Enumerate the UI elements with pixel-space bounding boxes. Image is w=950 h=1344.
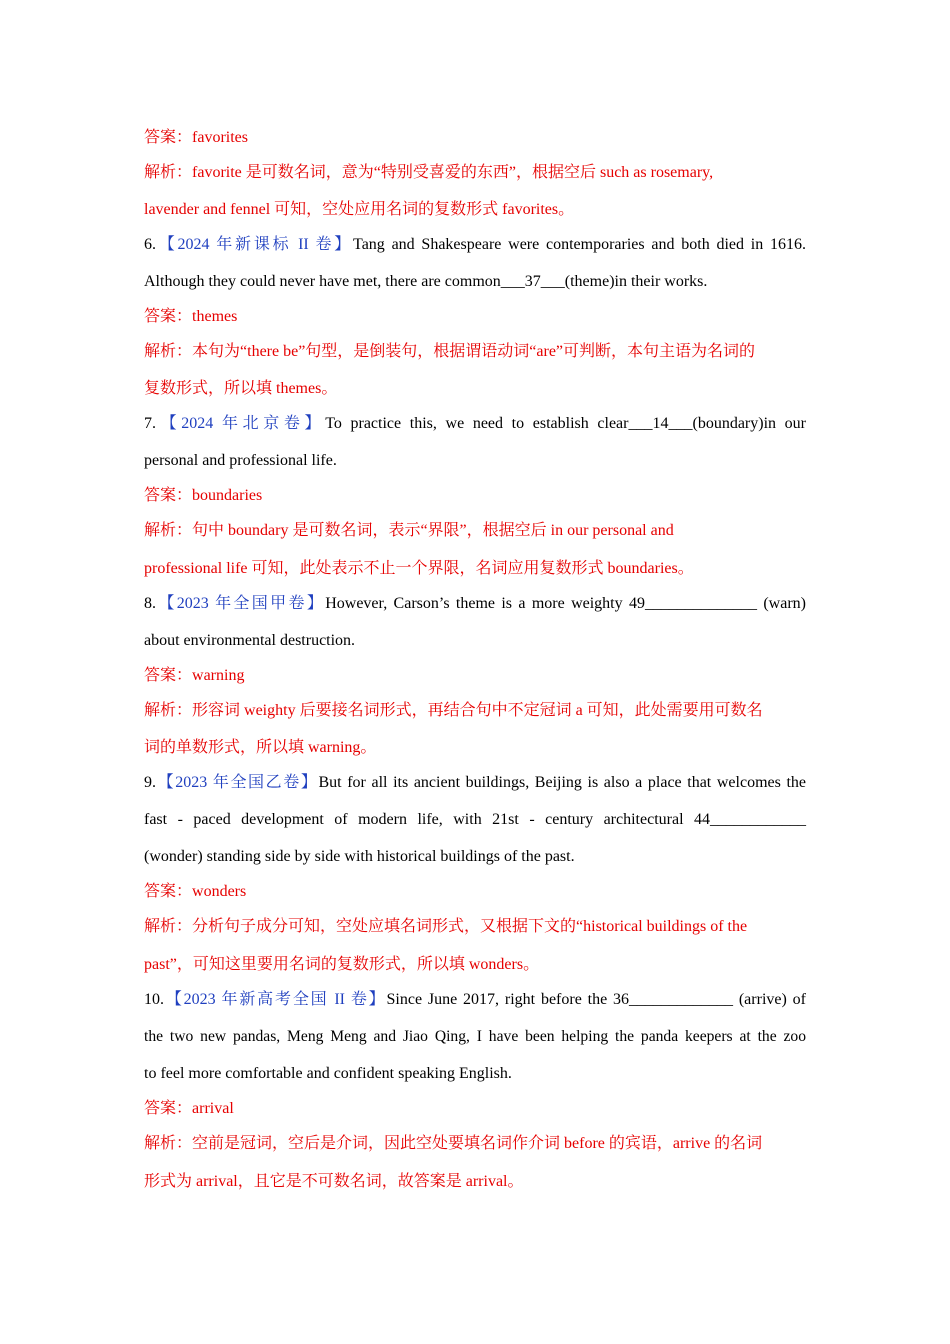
question-source: 【2023 年全国乙卷】: [156, 774, 319, 791]
analysis-text: 句中 boundary 是可数名词，表示“界限”，根据空后 in our personal and: [192, 522, 674, 539]
analysis-line-2: 复数形式，所以填 themes。: [144, 380, 338, 397]
analysis-line: [144, 701, 806, 721]
question-line-2: the two new pandas, Meng Meng and Jiao Qing, I have been helping the panda keepers at the zoo: [144, 1028, 806, 1045]
answer-text: arrival: [192, 1100, 234, 1117]
analysis-line-2: lavender and fennel 可知，空处应用名词的复数形式 favorites。: [144, 201, 575, 218]
analysis-label: 解析：: [144, 702, 193, 719]
answer-text: wonders: [192, 883, 247, 900]
answer-text: boundaries: [192, 487, 263, 504]
answer-line: [144, 307, 806, 327]
answer-text: warning: [192, 667, 245, 684]
question-number: 6.: [144, 236, 156, 253]
question-text: Since June 2017, right before the 36_____________ (arrive) of: [386, 991, 806, 1008]
question-text: To practice this, we need to establish clear___14___(boundary)in our: [325, 415, 806, 432]
answer-label: 答案：: [144, 1100, 193, 1117]
analysis-line: [144, 917, 806, 937]
answer-line: [144, 128, 806, 148]
question-line: [144, 594, 806, 614]
analysis-line: [144, 1134, 806, 1154]
analysis-line: [144, 342, 806, 362]
question-source: 【2024 年新课标 II 卷】: [156, 236, 354, 253]
question-source: 【2024 年北京卷】: [156, 415, 326, 432]
question-text: However, Carson’s theme is a more weighty 49______________ (warn): [325, 595, 806, 612]
analysis-line-2: 形式为 arrival，且它是不可数名词，故答案是 arrival。: [144, 1173, 524, 1190]
question-line: [144, 990, 806, 1010]
analysis-text: 空前是冠词，空后是介词，因此空处要填名词作介词 before 的宾语，arrive 的名词: [192, 1135, 763, 1152]
analysis-label: 解析：: [144, 1135, 193, 1152]
question-line: [144, 414, 806, 434]
analysis-text: favorite 是可数名词，意为“特别受喜爱的东西”，根据空后 such as rosemary,: [192, 164, 714, 181]
question-number: 9.: [144, 774, 156, 791]
analysis-label: 解析：: [144, 343, 193, 360]
question-number: 10.: [144, 991, 164, 1008]
question-text: Tang and Shakespeare were contemporaries and both died in 1616.: [353, 236, 806, 253]
question-source: 【2023 年新高考全国 II 卷】: [164, 991, 387, 1008]
question-text: But for all its ancient buildings, Beijing is also a place that welcomes the: [318, 774, 806, 791]
question-line-3: (wonder) standing side by side with historical buildings of the past.: [144, 848, 575, 865]
question-line-2: Although they could never have met, there are common___37___(theme)in their works.: [144, 273, 708, 290]
question-number: 8.: [144, 595, 156, 612]
question-line-3: to feel more comfortable and confident speaking English.: [144, 1065, 512, 1082]
analysis-label: 解析：: [144, 522, 193, 539]
answer-label: 答案：: [144, 129, 193, 146]
question-line-2: fast - paced development of modern life, with 21st - century architectural 44____________: [144, 811, 806, 828]
analysis-line-2: 词的单数形式，所以填 warning。: [144, 739, 377, 756]
analysis-line-2: professional life 可知，此处表示不止一个界限，名词应用复数形式 boundaries。: [144, 560, 694, 577]
answer-label: 答案：: [144, 667, 193, 684]
question-source: 【2023 年全国甲卷】: [156, 595, 326, 612]
answer-label: 答案：: [144, 883, 193, 900]
analysis-label: 解析：: [144, 164, 193, 181]
question-line-2: personal and professional life.: [144, 452, 337, 469]
answer-line: [144, 486, 806, 506]
answer-label: 答案：: [144, 487, 193, 504]
answer-line: [144, 1099, 806, 1119]
analysis-text: 分析句子成分可知，空处应填名词形式，又根据下文的“historical buildings of the: [192, 918, 748, 935]
analysis-line: [144, 521, 806, 541]
question-line-2: about environmental destruction.: [144, 632, 356, 649]
analysis-line: [144, 163, 806, 183]
question-line: [144, 235, 806, 255]
answer-text: themes: [192, 308, 238, 325]
question-number: 7.: [144, 415, 156, 432]
answer-line: [144, 666, 806, 686]
analysis-text: 本句为“there be”句型，是倒装句，根据谓语动词“are”可判断，本句主语为名词的: [192, 343, 756, 360]
answer-line: [144, 882, 806, 902]
answer-text: favorites: [192, 129, 248, 146]
answer-label: 答案：: [144, 308, 193, 325]
analysis-line-2: past”，可知这里要用名词的复数形式，所以填 wonders。: [144, 956, 540, 973]
analysis-label: 解析：: [144, 918, 193, 935]
question-line: [144, 773, 806, 793]
analysis-text: 形容词 weighty 后要接名词形式，再结合句中不定冠词 a 可知，此处需要用可数名: [192, 702, 763, 719]
